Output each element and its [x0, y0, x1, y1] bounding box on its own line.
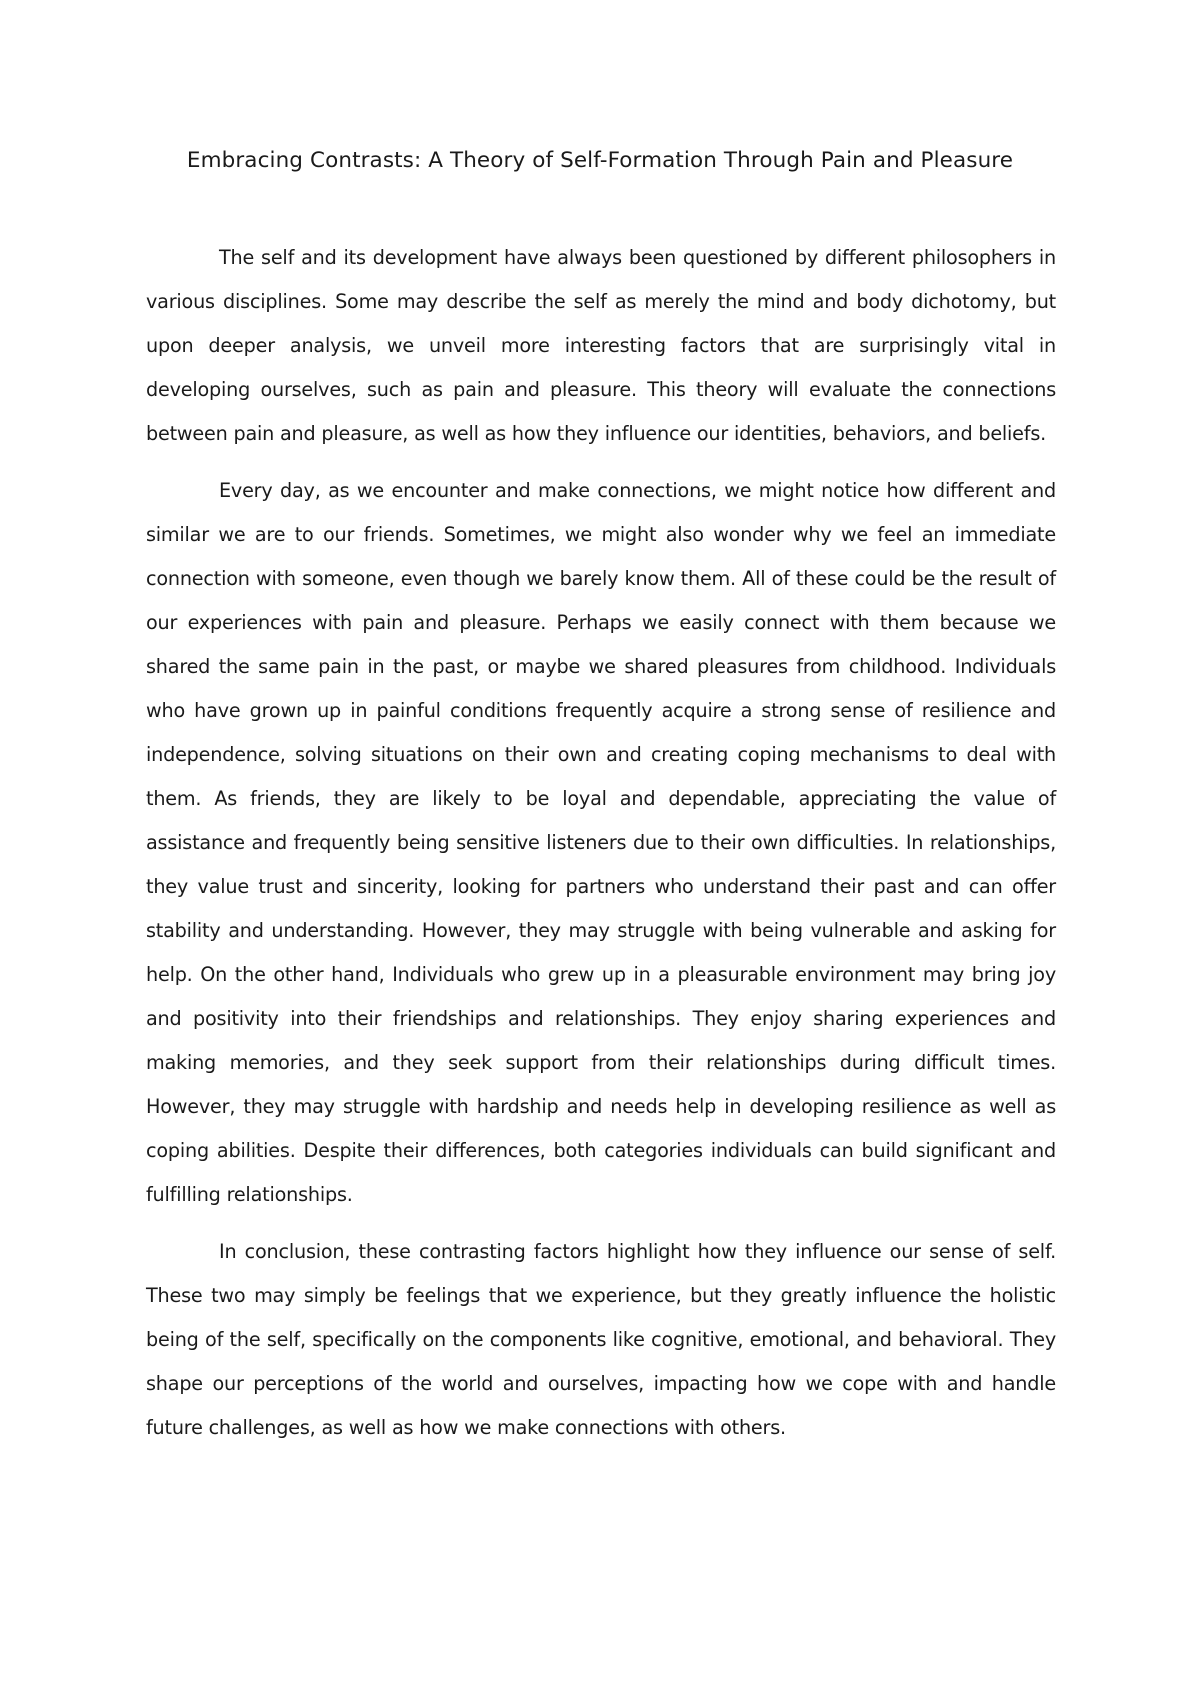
paragraph-conclusion: In conclusion, these contrasting factors highlight how they influence our sense of self. These two may simply be feelings that we experience, but they greatly influence the holistic being of the self, specifically on the components like cognitive, emotional, and behavioral. They shape our perceptions of the world and ourselves, impacting how we cope with and handle future challenges, as well as how we make connections with others. — [146, 1240, 1056, 1439]
document-body — [146, 236, 1056, 1450]
document-title: Embracing Contrasts: A Theory of Self-Formation Through Pain and Pleasure — [186, 148, 1014, 173]
paragraph-introduction: The self and its development have always been questioned by different philosophers in various disciplines. Some may describe the self as merely the mind and body dichotomy, but upon deeper analysis, we unveil more interesting factors that are surprisingly vital in developing ourselves, such as pain and pleasure. This theory will evaluate the connections between pain and pleasure, as well as how they influence our identities, behaviors, and beliefs. — [146, 246, 1056, 445]
paragraph-body: Every day, as we encounter and make connections, we might notice how different and similar we are to our friends. Sometimes, we might also wonder why we feel an immediate connection with someone, even though we barely know them. All of these could be the result of our experiences with pain and pleasure. Perhaps we easily connect with them because we shared the same pain in the past, or maybe we shared pleasures from childhood. Individuals who have grown up in painful conditions frequently acquire a strong sense of resilience and independence, solving situations on their own and creating coping mechanisms to deal with them. As friends, they are likely to be loyal and dependable, appreciating the value of assistance and frequently being sensitive listeners due to their own difficulties. In relationships, they value trust and sincerity, looking for partners who understand their past and can offer stability and understanding. However, they may struggle with being vulnerable and asking for help. On the other hand, Individuals who grew up in a pleasurable environment may bring joy and positivity into their friendships and relationships. They enjoy sharing experiences and making memories, and they seek support from their relationships during difficult times. However, they may struggle with hardship and needs help in developing resilience as well as coping abilities. Despite their differences, both categories individuals can build significant and fulfilling relationships. — [146, 479, 1056, 1206]
